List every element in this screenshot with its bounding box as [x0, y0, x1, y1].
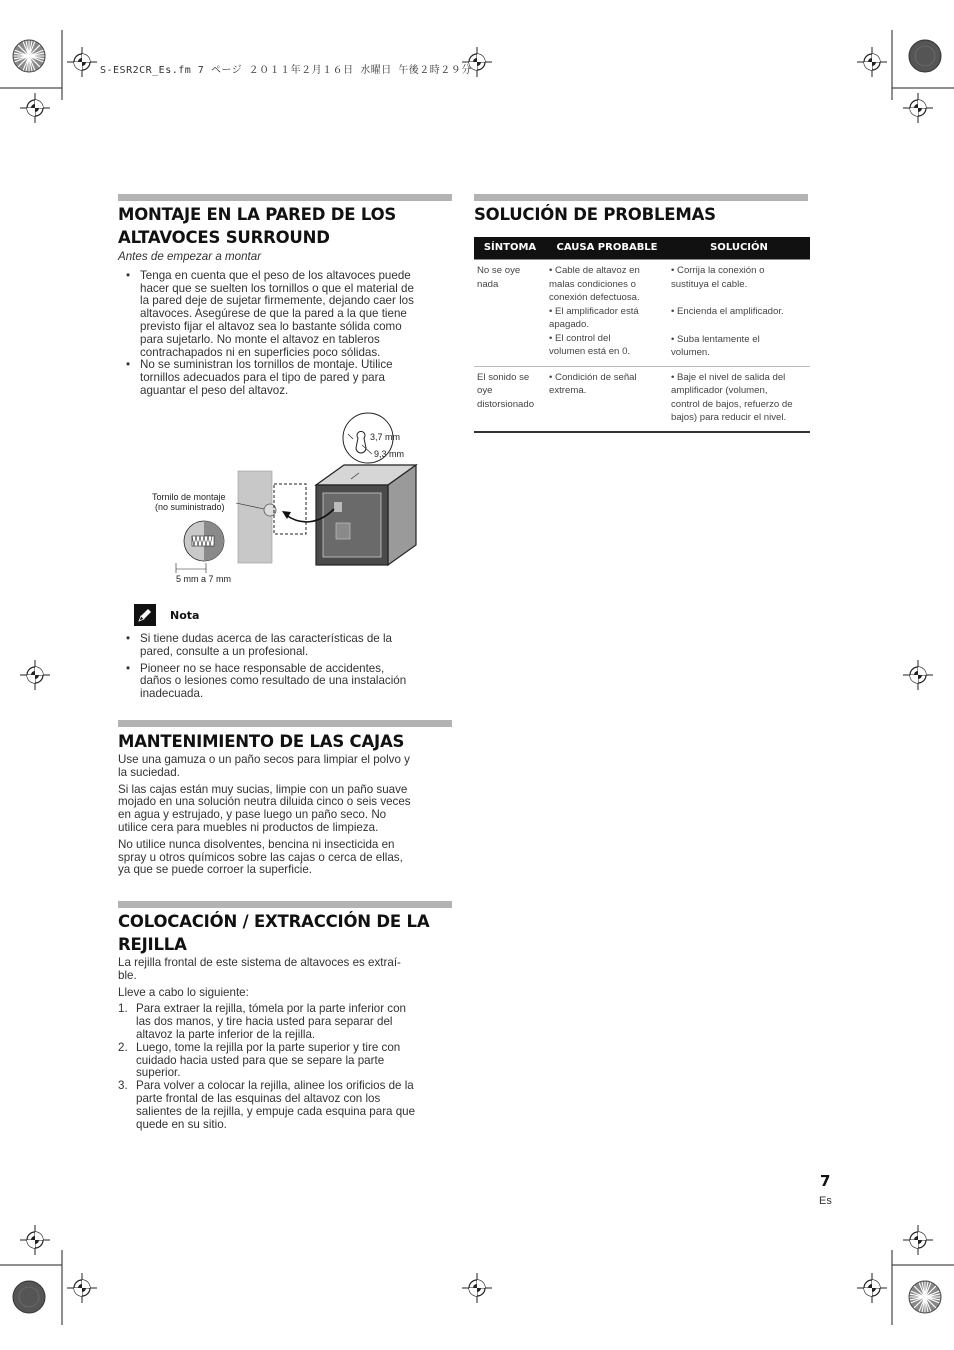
- dim-small-label: 3,7 mm: [370, 432, 401, 442]
- list-item: 2. Luego, tome la rejilla por la parte superior y tire con cuidado hacia usted para que se separe la parte superior.: [118, 1040, 401, 1080]
- maintenance-paragraph: No utilice nunca disolventes, bencina ni insecticida en spray u otros químicos sobre las cajas o cerca de ellas, ya que se puede corroer la superficie.: [118, 837, 403, 877]
- wall-mount-bullets: [118, 270, 454, 398]
- col-header-cause: CAUSA PROBABLE: [546, 237, 668, 260]
- maintenance-section: [118, 730, 454, 877]
- wall-mount-subtitle: Antes de empezar a montar: [118, 250, 262, 263]
- wall-mount-title: [118, 203, 454, 249]
- grille-title-line1: COLOCACIÓN / EXTRACCIÓN DE LA: [118, 912, 430, 931]
- screw-label-line2: (no suministrado): [155, 502, 225, 512]
- screw-length-label: 5 mm a 7 mm: [176, 574, 232, 584]
- wall-mount-title-line1: MONTAJE EN LA PARED DE LOS: [118, 205, 397, 224]
- grille-lead: Lleve a cabo lo siguiente:: [118, 985, 249, 999]
- symptom-cell: El sonido se oye distorsionado: [474, 366, 546, 432]
- note-title: Nota: [170, 608, 200, 622]
- cause-cell: • Condición de señal extrema.: [546, 366, 668, 432]
- file-header-line: S-ESR2CR_Es.fm 7 ページ ２０１１年２月１６日 水曜日 午後２時２９分: [100, 65, 472, 76]
- grille-intro: La rejilla frontal de este sistema de altavoces es extraí- ble.: [118, 956, 401, 982]
- troubleshooting-title: SOLUCIÓN DE PROBLEMAS: [474, 205, 716, 224]
- page-language: Es: [819, 1195, 832, 1207]
- table-header-row: [474, 237, 810, 260]
- solution-cell: • Corrija la conexión o sustituya el cable. • Encienda el amplificador. • Suba lentamente el volumen.: [668, 260, 810, 367]
- grille-title-line2: REJILLA: [118, 935, 187, 954]
- maintenance-title: MANTENIMIENTO DE LAS CAJAS: [118, 732, 405, 751]
- page-number: 7: [820, 1172, 831, 1190]
- list-item: 3. Para volver a colocar la rejilla, alinee los orificios de la parte frontal de las esquinas del altavoz con los salientes de la rejilla, y empuje cada esquina para que quede en su sitio.: [118, 1079, 416, 1131]
- list-item: • Pioneer no se hace responsable de accidentes, daños o lesiones como resultado de una instalación inadecuada.: [118, 663, 454, 701]
- table-row: [474, 366, 810, 432]
- grille-section: [118, 910, 454, 1131]
- table-row: [474, 260, 810, 367]
- wall-mount-section: [118, 203, 454, 398]
- list-item: • Tenga en cuenta que el peso de los altavoces puede hacer que se suelten los tornillos o que el material de la pared deje de sujetar firmemente, dejando caer los altavoces. Asegúrese de que la pared a la que tiene previsto fijar el altavoz sea lo bastante sólida como para sujetarlo. No monte el altavoz en tableros contrachapados ni en superficies poco sólidas.: [118, 270, 454, 360]
- dim-large-label: 9,3 mm: [374, 449, 405, 459]
- section-bar-grille: [118, 901, 452, 908]
- section-bar-wall-mount: [118, 194, 452, 201]
- grille-steps: [118, 1003, 454, 1131]
- cause-cell: • Cable de altavoz en malas condiciones o conexión defectuosa. • El amplificador está apagado. • El control del volumen está en 0.: [546, 260, 668, 367]
- col-header-symptom: SÍNTOMA: [474, 237, 546, 260]
- solution-cell: • Baje el nivel de salida del amplificador (volumen, control de bajos, refuerzo de bajos) para reducir el nivel.: [668, 366, 810, 432]
- col-header-solution: SOLUCIÓN: [668, 237, 810, 260]
- wall-mount-figure: [140, 405, 440, 590]
- troubleshooting-table: [474, 237, 810, 433]
- note-block: [118, 604, 454, 701]
- list-item: • Si tiene dudas acerca de las características de la pared, consulte a un profesional.: [118, 633, 454, 659]
- section-bar-troubleshooting: [474, 194, 808, 201]
- wall-illustration: [238, 471, 272, 563]
- grille-title: [118, 910, 454, 956]
- list-item: 1. Para extraer la rejilla, tómela por la parte inferior con las dos manos, y tire hacia usted para separar del altavoz la parte inferior de la rejilla.: [118, 1002, 407, 1041]
- maintenance-paragraph: Use una gamuza o un paño secos para limpiar el polvo y la suciedad.: [118, 753, 410, 779]
- maintenance-paragraph: Si las cajas están muy sucias, limpie con un paño suave mojado en una solución neutra diluida cinco o seis veces en agua y estrujado, y pase luego un paño seco. No utilice cera para muebles ni productos de limpieza.: [118, 782, 411, 834]
- symptom-cell: No se oye nada: [474, 260, 546, 367]
- speaker-illustration: [316, 465, 416, 565]
- note-bullets: [118, 633, 454, 701]
- section-bar-maintenance: [118, 720, 452, 727]
- pencil-note-icon: [134, 604, 156, 626]
- list-item: • No se suministran los tornillos de montaje. Utilice tornillos adecuados para el tipo de pared y para aguantar el peso del altavoz.: [118, 359, 454, 397]
- screw-label-line1: Tornilo de montaje: [152, 492, 226, 502]
- wall-mount-title-line2: ALTAVOCES SURROUND: [118, 228, 330, 247]
